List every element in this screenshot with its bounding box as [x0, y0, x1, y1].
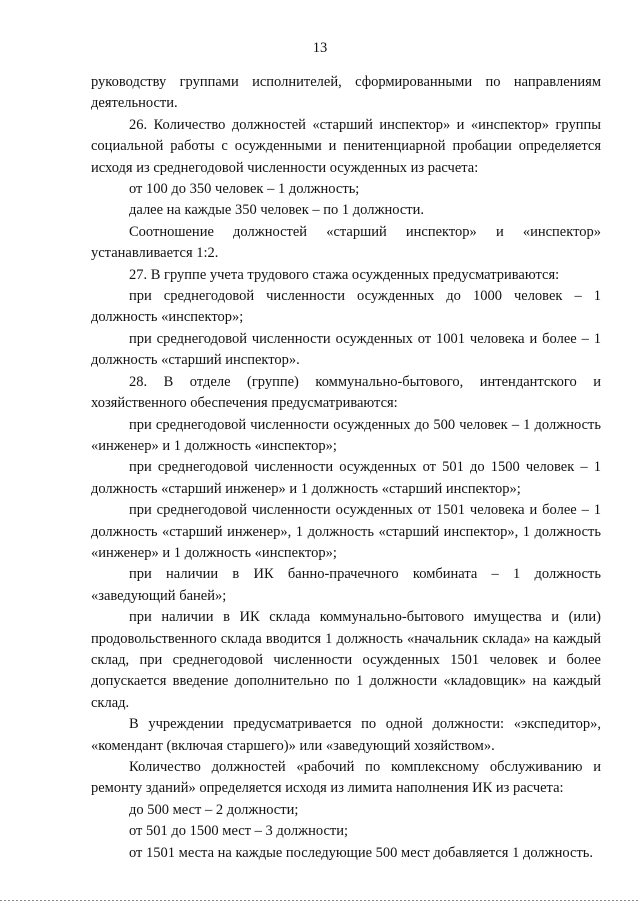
paragraph: при среднегодовой численности осужденных от 1001 человека и более – 1 должность «старший инспектор».	[91, 330, 601, 369]
paragraph: при среднегодовой численности осужденных от 1501 человека и более – 1 должность «старший инженер», 1 должность «старший инспектор», 1 должность «инженер» и 1 должность «инспектор»;	[91, 502, 601, 561]
scan-edge-divider	[0, 900, 640, 901]
paragraph: Соотношение должностей «старший инспектор» и «инспектор» устанавливается 1:2.	[91, 223, 601, 262]
paragraph: от 1501 места на каждые последующие 500 мест добавляется 1 должность.	[129, 844, 594, 861]
paragraph: далее на каждые 350 человек – по 1 должности.	[129, 202, 425, 219]
paragraph: 26. Количество должностей «старший инспектор» и «инспектор» группы социальной работы с осужденными и пенитенциарной пробации определяется исходя из среднегодовой численности осужденных из расчета:	[91, 116, 601, 176]
paragraph: при наличии в ИК склада коммунально-бытового имущества и (или) продовольственного склада вводится 1 должность «начальник склада» на каждый склад, при среднегодовой численности осужденных 1501 человек и более допускается введение дополнительно по 1 должности «кладовщик» на каждый склад.	[91, 609, 601, 711]
paragraph: руководству группами исполнителей, сформированными по направлениям деятельности.	[91, 74, 601, 112]
paragraph: при среднегодовой численности осужденных от 501 до 1500 человек – 1 должность «старший инженер» и 1 должность «старший инспектор»;	[91, 459, 601, 497]
paragraph: до 500 мест – 2 должности;	[129, 801, 299, 818]
paragraph: при наличии в ИК банно-прачечного комбината – 1 должность «заведующий баней»;	[91, 566, 601, 604]
paragraph: 28. В отделе (группе) коммунально-бытового, интендантского и хозяйственного обеспечения предусматриваются:	[91, 373, 601, 412]
paragraph: В учреждении предусматривается по одной должности: «экспедитор», «комендант (включая старшего)» или «заведующий хозяйством».	[91, 716, 601, 754]
page-number: 13	[312, 40, 328, 56]
paragraph: 27. В группе учета трудового стажа осужденных предусматриваются:	[129, 266, 560, 283]
paragraph: от 100 до 350 человек – 1 должность;	[129, 181, 360, 198]
paragraph: Количество должностей «рабочий по комплексному обслуживанию и ремонту зданий» определяется исходя из лимита наполнения ИК из расчета:	[91, 759, 601, 797]
paragraph: при среднегодовой численности осужденных до 500 человек – 1 должность «инженер» и 1 должность «инспектор»;	[91, 416, 601, 454]
paragraph: от 501 до 1500 мест – 3 должности;	[129, 823, 349, 840]
document-body	[91, 72, 601, 864]
paragraph: при среднегодовой численности осужденных до 1000 человек – 1 должность «инспектор»;	[91, 288, 601, 326]
